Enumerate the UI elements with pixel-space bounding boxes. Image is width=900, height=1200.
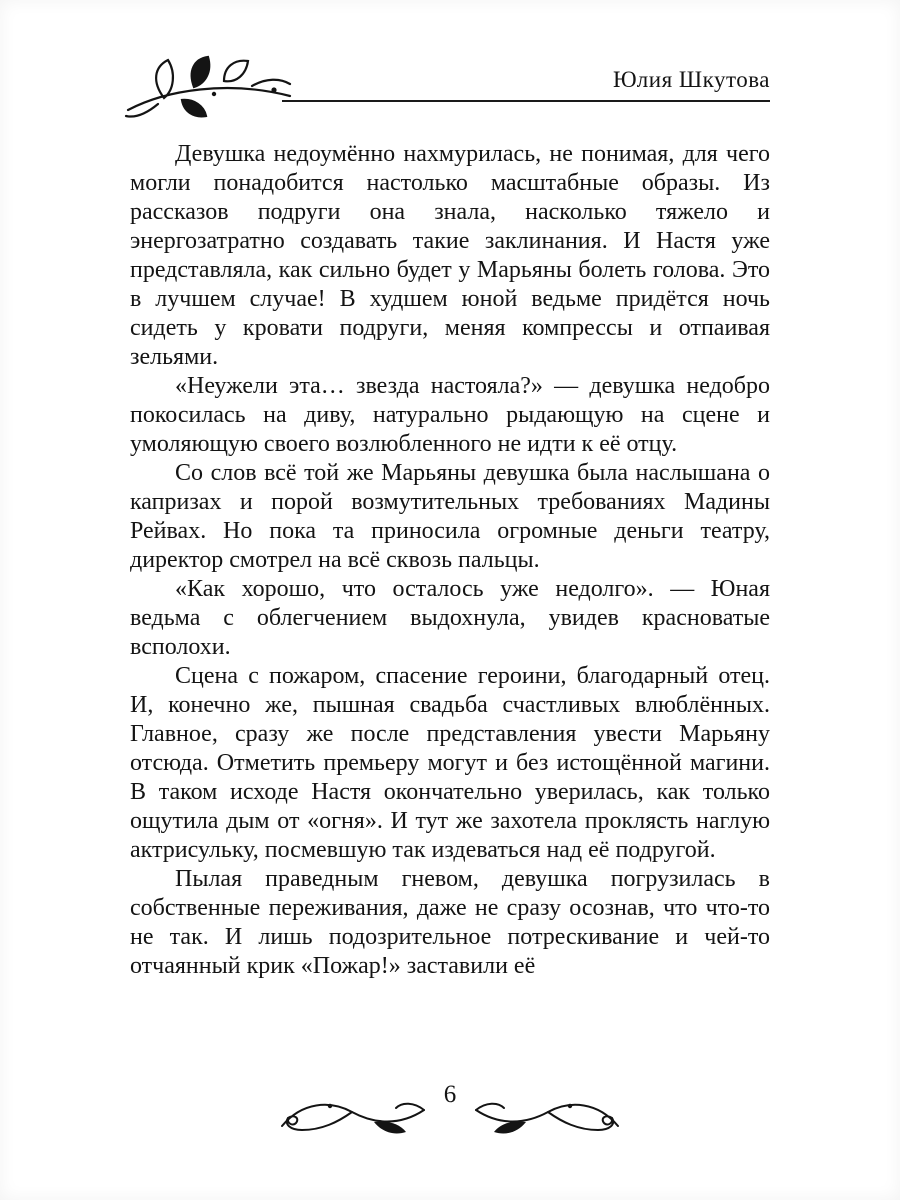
branch-ornament-icon xyxy=(122,54,294,128)
paragraph-5: Сцена с пожаром, спасение героини, благодарный отец. И, конечно же, пышная свадьба счастливых влюблённых. Главное, сразу же после представления увести Марьяну отсюда. Отметить премьеру могут и без истощённой магини. В таком исходе Настя окончательно уверилась, как только ощутила дым от «огня». И тут же захотела проклясть наглую актрисульку, посмевшую так издеваться над её подругой. xyxy=(130,663,770,863)
author-name: Юлия Шкутова xyxy=(612,67,770,92)
flourish-left-icon xyxy=(278,1096,428,1147)
paragraph-6: Пылая праведным гневом, девушка погрузилась в собственные переживания, даже не сразу осознав, что что-то не так. И лишь подозрительное потрескивание и чей-то отчаянный крик «Пожар!» заставили её xyxy=(130,866,770,979)
page-number: 6 xyxy=(443,1081,457,1108)
header-rule xyxy=(282,100,770,102)
page-text xyxy=(130,140,770,981)
flourish-right-icon xyxy=(472,1096,622,1147)
paragraph-3: Со слов всё той же Марьяны девушка была наслышана о капризах и порой возмутительных требованиях Мадины Рейвах. Но пока та приносила огромные деньги театру, директор смотрел на всё сквозь пальцы. xyxy=(130,460,770,573)
paragraph-2: «Неужели эта… звезда настояла?» — девушка недобро покосилась на диву, натурально рыдающую на сцене и умоляющую своего возлюбленного не идти к её отцу. xyxy=(130,373,770,457)
paragraph-1: Девушка недоумённо нахмурилась, не понимая, для чего могли понадобится настолько масштабные образы. Из рассказов подруги она знала, насколько тяжело и энергозатратно создавать такие заклинания. И Настя уже представляла, как сильно будет у Марьяны болеть голова. Это в лучшем случае! В худшем юной ведьме придётся ночь сидеть у кровати подруги, меняя компрессы и отпаивая зельями. xyxy=(130,141,770,370)
page-footer xyxy=(0,1080,900,1147)
paragraph-4: «Как хорошо, что осталось уже недолго». — Юная ведьма с облегчением выдохнула, увидев красноватые всполохи. xyxy=(130,576,770,660)
running-header xyxy=(0,0,900,130)
